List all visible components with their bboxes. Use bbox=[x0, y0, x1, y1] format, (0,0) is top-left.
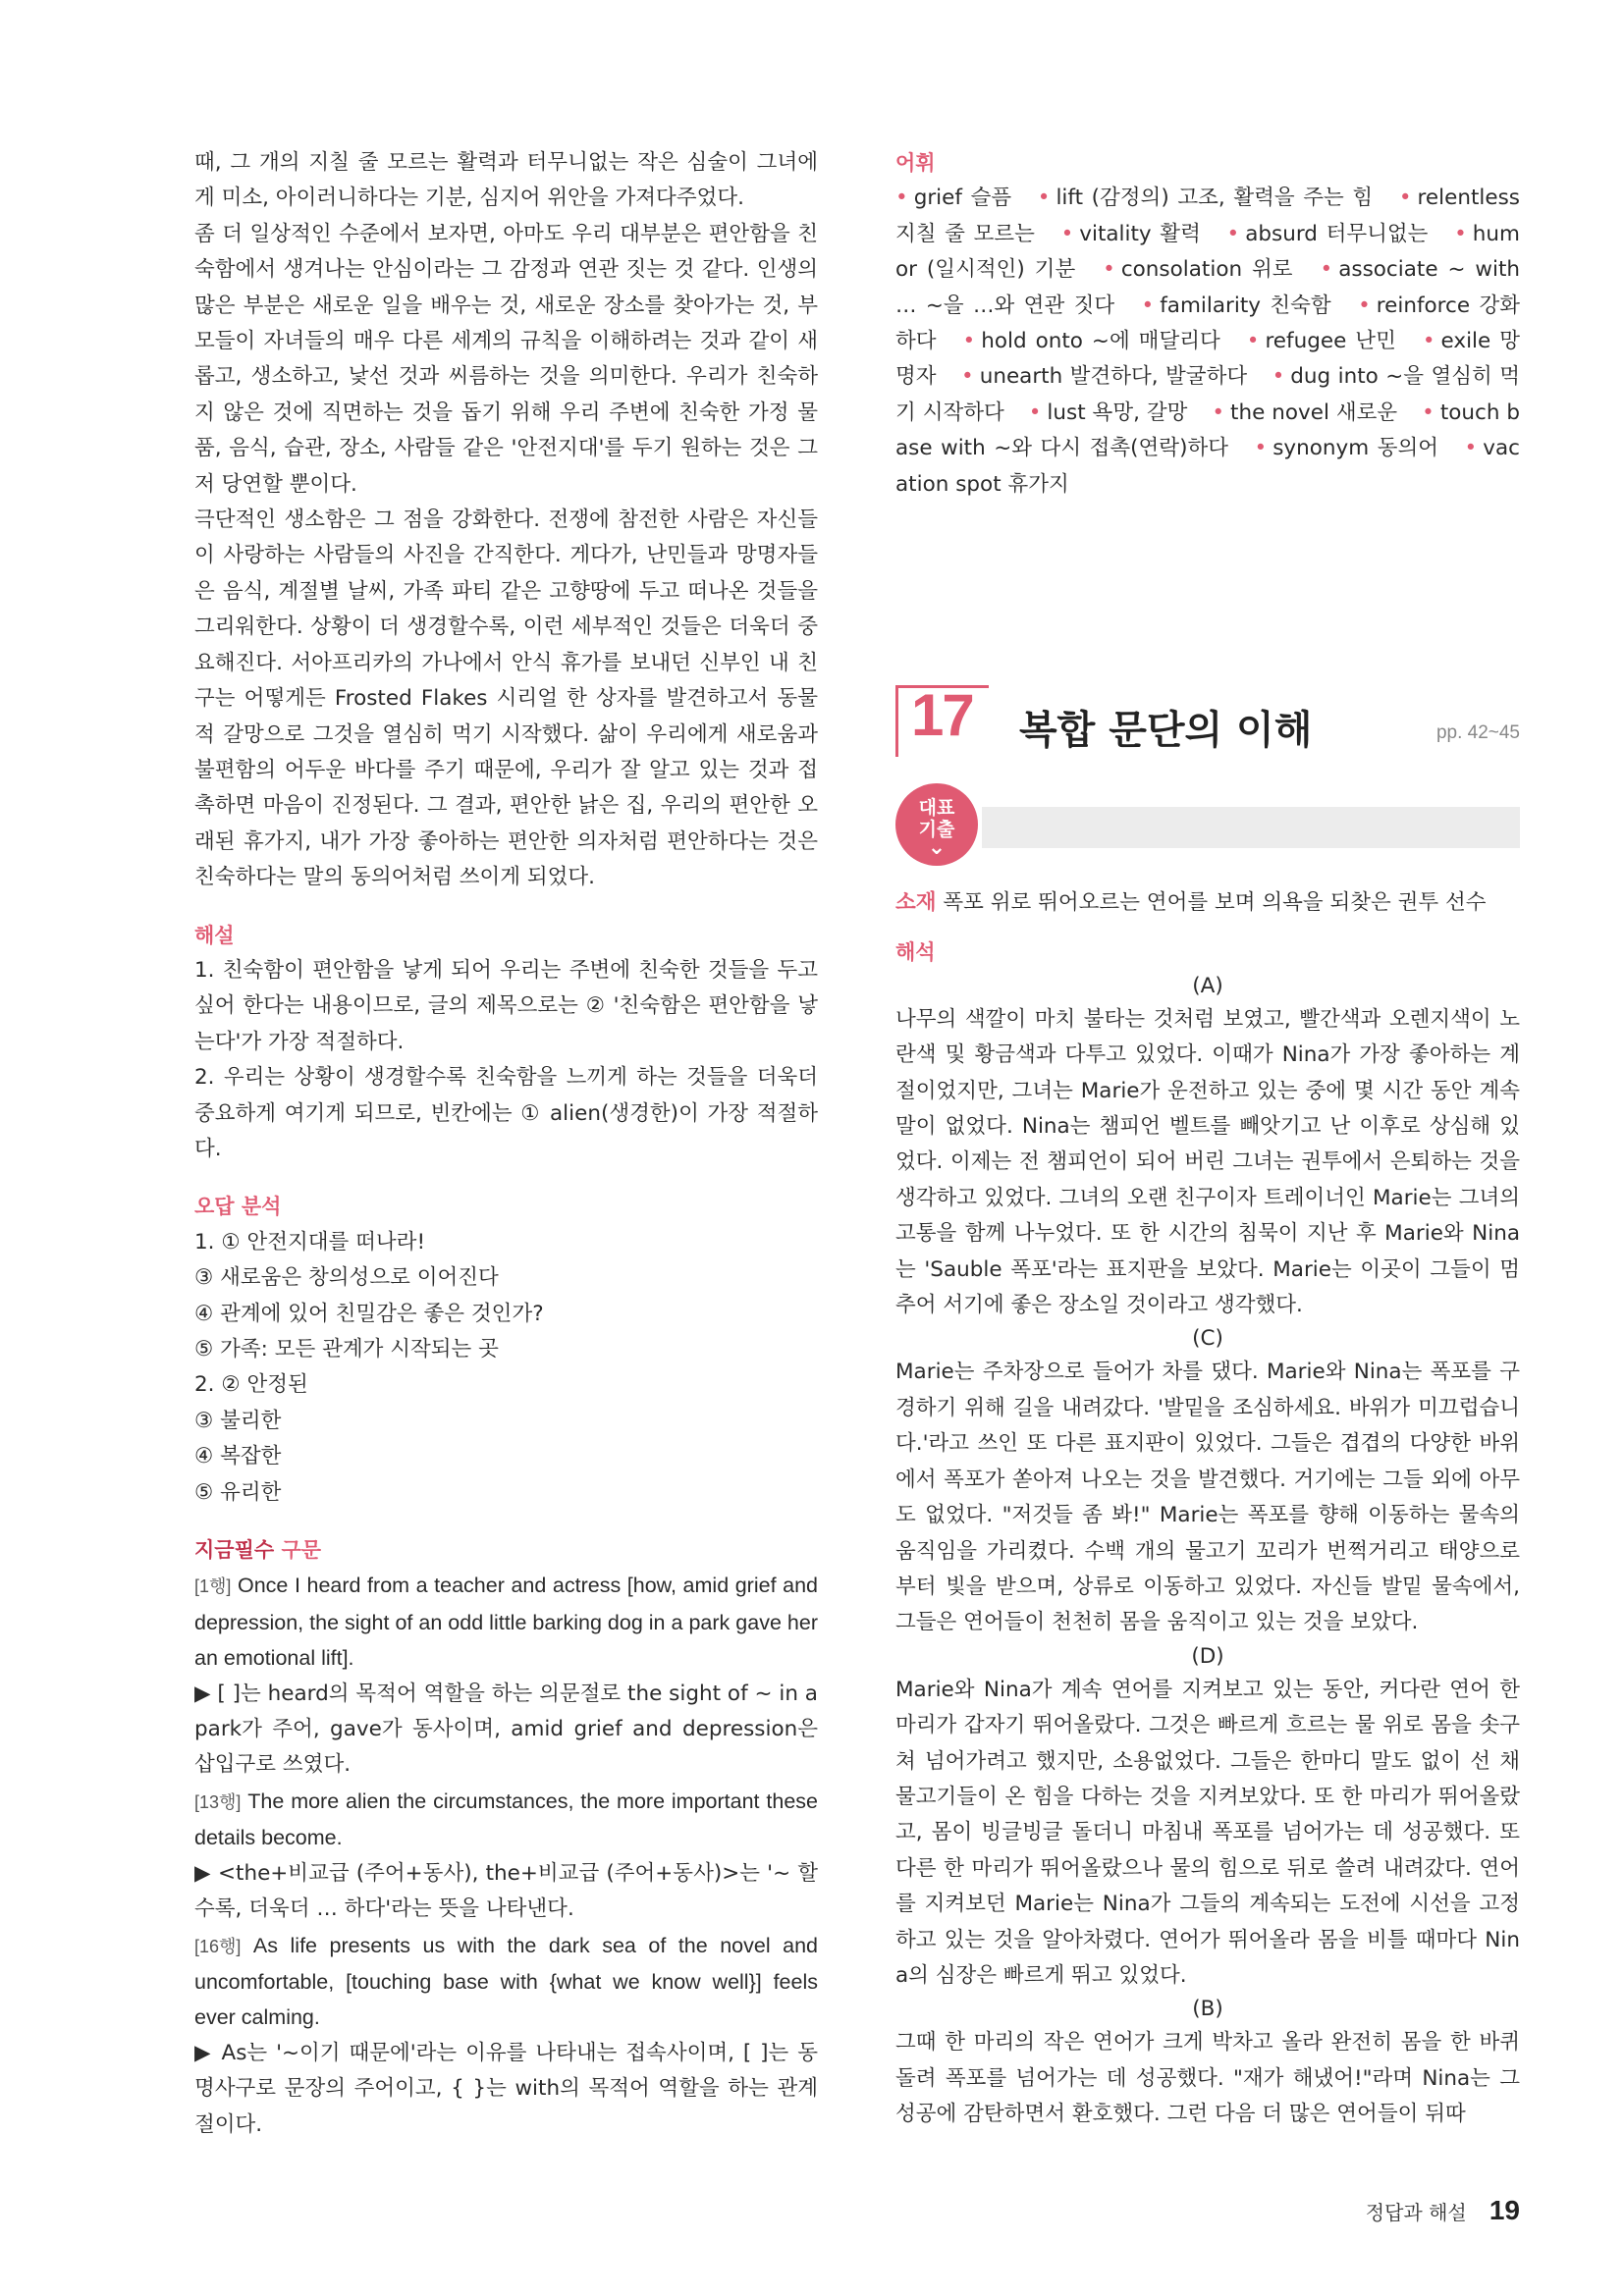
wrong-answer-item: ③ 불리한 bbox=[194, 1408, 282, 1433]
bullet-icon: • bbox=[1272, 364, 1285, 390]
passage-label: (A) bbox=[1192, 973, 1223, 998]
vocab-item-text: hold onto ~에 매달리다 bbox=[981, 329, 1220, 354]
vocab-item bbox=[1227, 222, 1429, 246]
wrong-answer-item: ④ 복잡한 bbox=[194, 1444, 282, 1469]
syntax-sentence-text: Once I heard from a teacher and actress [how, amid grief and depression, the sight of an odd little barking dog in a park gave her an emotional lift]. bbox=[194, 1574, 818, 1671]
translation-heading: 해석 bbox=[895, 940, 936, 965]
wrong-answer-item: 2. ② 안정된 bbox=[194, 1372, 308, 1398]
syntax-sentence-text: The more alien the circumstances, the more important these details become. bbox=[194, 1789, 818, 1850]
right-column bbox=[895, 885, 1520, 2133]
syntax-note-1: ▶ [ ]는 heard의 목적어 역할을 하는 의문절로 the sight of ~ in a park가 주어, gave가 동사이며, amid grief and depression은 삽입구로 쓰였다. bbox=[194, 1681, 818, 1778]
vocab-item-text: unearth 발견하다, 발굴하다 bbox=[979, 364, 1248, 390]
wrong-answer-item: 1. ① 안전지대를 떠나라! bbox=[194, 1229, 426, 1255]
vocab-item-text: lust 욕망, 갈망 bbox=[1047, 400, 1188, 425]
vocab-item bbox=[1103, 257, 1292, 282]
vocab-item-text: refugee 난민 bbox=[1265, 329, 1396, 354]
wrong-answer-item: ⑤ 유리한 bbox=[194, 1479, 282, 1505]
topic-text: 폭포 위로 뛰어오르는 연어를 보며 의욕을 되찾은 권투 선수 bbox=[936, 890, 1487, 915]
bullet-icon: • bbox=[1398, 186, 1412, 211]
bullet-icon: • bbox=[895, 186, 908, 211]
syntax-note-2: ▶ <the+비교급 (주어+동사), the+비교급 (주어+동사)>는 '~ 할수록, 더욱더 … 하다'라는 뜻을 나타낸다. bbox=[194, 1860, 818, 1922]
bullet-icon: • bbox=[1141, 293, 1155, 318]
syntax-sentence-1 bbox=[194, 1568, 818, 1676]
badge-line-1: 대표 bbox=[918, 797, 955, 819]
line-ref-tag: [13행] bbox=[194, 1791, 242, 1812]
intro-paragraph-2: 좀 더 일상적인 수준에서 보자면, 아마도 우리 대부분은 편안함을 친숙함에서 생겨나는 안심이라는 그 감정과 연관 짓는 것 같다. 인생의 많은 부분은 새로운 일을 배우는 것, 새로운 장소를 찾아가는 것, 부모들이 자녀들의 매우 다른 세계의 규칙을 이해하려는 것과 같이 새롭고, 생소하고, 낯선 것과 씨름하는 것을 의미한다. 우리가 친숙하지 않은 것에 직면하는 것을 돕기 위해 우리 주변에 친숙한 가정 물품, 음식, 습관, 장소, 사람들 같은 '안전지대'를 두기 원하는 것은 그저 당연할 뿐이다. bbox=[194, 221, 818, 497]
wrong-answer-item: ③ 새로움은 창의성으로 이어진다 bbox=[194, 1265, 499, 1291]
vocab-item-text: vacation spot 휴가지 bbox=[895, 436, 1520, 497]
passage-label: (C) bbox=[1192, 1326, 1223, 1352]
bullet-icon: • bbox=[1060, 221, 1074, 246]
bullet-icon: • bbox=[1246, 329, 1260, 354]
page-footer bbox=[1366, 2195, 1520, 2226]
vocab-item-text: the novel 새로운 bbox=[1230, 400, 1398, 425]
vocab-item bbox=[1212, 400, 1397, 425]
section-number: 17 bbox=[911, 682, 973, 748]
vocab-item-text: consolation 위로 bbox=[1120, 257, 1293, 283]
bullet-icon: • bbox=[1422, 329, 1435, 354]
passage-label: (D) bbox=[1191, 1643, 1224, 1669]
bullet-icon: • bbox=[1212, 400, 1225, 425]
left-column bbox=[194, 145, 818, 2143]
vocab-item bbox=[1247, 329, 1396, 353]
representative-badge bbox=[895, 783, 978, 866]
bullet-icon: • bbox=[1037, 186, 1051, 211]
bullet-icon: • bbox=[1422, 400, 1435, 425]
page-number: 19 bbox=[1489, 2195, 1520, 2225]
badge-line-2: 기출 bbox=[918, 819, 955, 840]
vocab-block bbox=[895, 145, 1520, 503]
vocab-item-text: grief 슬픔 bbox=[913, 186, 1012, 211]
vocab-list bbox=[895, 181, 1520, 503]
vocab-item-text: familarity 친숙함 bbox=[1160, 293, 1331, 318]
bullet-icon: • bbox=[1320, 257, 1333, 283]
syntax-sentence-3 bbox=[194, 1928, 818, 2036]
vocab-item-text: humor (일시적인) 기분 bbox=[895, 221, 1520, 283]
intro-paragraph-3: 극단적인 생소함은 그 점을 강화한다. 전쟁에 참전한 사람은 자신들이 사랑하는 사람들의 사진을 간직한다. 게다가, 난민들과 망명자들은 음식, 계절별 날씨, 가족 파티 같은 고향땅에 두고 떠나온 것들을 그리워한다. 상황이 더 생경할수록, 이런 세부적인 것들은 더욱더 중요해진다. 서아프리카의 가나에서 안식 휴가를 보내던 신부인 내 친구는 어떻게든 Frosted Flakes 시리얼 한 상자를 발견하고서 동물적 갈망으로 그것을 열심히 먹기 시작했다. 삶이 우리에게 새로움과 불편함의 어두운 바다를 주기 때문에, 우리가 잘 알고 있는 것과 접촉하면 마음이 진정된다. 그 결과, 편안한 낡은 집, 우리의 편안한 오래된 휴가지, 내가 가장 좋아하는 편안한 의자처럼 편안하다는 것은 친숙하다는 말의 동의어처럼 쓰이게 되었다. bbox=[194, 507, 818, 890]
vocab-item-text: touch base with ~와 다시 접촉(연락)하다 bbox=[895, 400, 1521, 461]
vocab-item-text: reinforce 강화하다 bbox=[895, 293, 1521, 354]
vocab-item bbox=[1029, 400, 1188, 425]
footer-label: 정답과 해설 bbox=[1365, 2200, 1467, 2224]
bullet-icon: • bbox=[961, 364, 974, 390]
syntax-heading bbox=[194, 1532, 818, 1568]
topic-label: 소재 bbox=[895, 890, 937, 915]
section-title: 복합 문단의 이해 bbox=[1019, 708, 1313, 753]
vocab-item bbox=[1038, 186, 1373, 210]
passage-text: Marie와 Nina가 계속 연어를 지켜보고 있는 동안, 커다란 연어 한 마리가 갑자기 뛰어올랐다. 그것은 빠르게 흐르는 물 위로 몸을 솟구쳐 넘어가려고 했지만, 소용없었다. 그들은 한마디 말도 없이 선 채 물고기들이 온 힘을 다하는 것을 지켜보았다. 또 한 마리가 뛰어올랐고, 몸이 빙글빙글 돌더니 마침내 폭포를 넘어가는 데 성공했다. 또 다른 한 마리가 뛰어올랐으나 물의 힘으로 뒤로 쓸려 내려갔다. 연어를 지켜보던 Marie는 Nina가 그들의 계속되는 도전에 시선을 고정하고 있는 것을 알아차렸다. 연어가 뛰어올라 몸을 비틀 때마다 Nina의 심장은 빠르게 뛰고 있었다. bbox=[895, 1677, 1520, 1988]
line-ref-tag: [16행] bbox=[194, 1936, 242, 1956]
passage-text: Marie는 주차장으로 들어가 차를 댔다. Marie와 Nina는 폭포를 구경하기 위해 길을 내려갔다. '발밑을 조심하세요. 바위가 미끄럽습니다.'라고 쓰인 또 다른 표지판이 있었다. 그들은 겹겹의 다양한 바위에서 폭포가 쏟아져 나오는 것을 발견했다. 거기에는 그들 외에 아무도 없었다. "저것들 좀 봐!" Marie는 폭포를 향해 이동하는 물속의 움직임을 가리켰다. 수백 개의 물고기 꼬리가 번쩍거리고 태양으로부터 빛을 받으며, 상류로 이동하고 있었다. 자신들 발밑 물속에서, 그들은 연어들이 천천히 몸을 움직이고 있는 것을 보았다. bbox=[895, 1360, 1520, 1635]
vocab-heading: 어휘 bbox=[895, 151, 936, 175]
badge-bar bbox=[982, 807, 1520, 848]
wrong-answer-heading: 오답 분석 bbox=[194, 1195, 282, 1219]
chevron-down-icon: ⌄ bbox=[927, 835, 947, 860]
syntax-note-3: ▶ As는 '~이기 때문에'라는 이유를 나타내는 접속사이며, [ ]는 동명사구로 문장의 주어이고, { }는 with의 목적어 역할을 하는 관계절이다. bbox=[194, 2040, 818, 2137]
section-page-range: pp. 42~45 bbox=[1435, 722, 1520, 743]
syntax-sentence-text: As life presents us with the dark sea of the novel and uncomfortable, [touching base with {what we know well}] feels ever calming. bbox=[194, 1933, 818, 2030]
bullet-icon: • bbox=[1103, 257, 1115, 283]
explanation-item-1: 1. 친숙함이 편안함을 낳게 되어 우리는 주변에 친숙한 것들을 두고 싶어 한다는 내용이므로, 글의 제목으로는 ② '친숙함은 편안함을 낳는다'가 가장 적절하다. bbox=[194, 957, 818, 1054]
bullet-icon: • bbox=[1254, 436, 1268, 461]
vocab-item-text: lift (감정의) 고조, 활력을 주는 힘 bbox=[1056, 186, 1374, 211]
vocab-item-text: vitality 활력 bbox=[1079, 221, 1201, 246]
vocab-item-text: associate ~ with … ~을 …와 연관 짓다 bbox=[895, 257, 1520, 318]
line-ref-tag: [1행] bbox=[194, 1576, 232, 1597]
vocab-item bbox=[895, 186, 1011, 210]
bullet-icon: • bbox=[962, 329, 976, 354]
syntax-sentence-2 bbox=[194, 1784, 818, 1856]
vocab-item bbox=[961, 364, 1247, 389]
bullet-icon: • bbox=[1454, 221, 1467, 246]
vocab-item-text: relentless 지칠 줄 모르는 bbox=[895, 186, 1520, 246]
vocab-item bbox=[1255, 436, 1439, 460]
bullet-icon: • bbox=[1358, 293, 1371, 318]
bullet-icon: • bbox=[1028, 400, 1042, 425]
wrong-answer-item: ⑤ 가족: 모든 관계가 시작되는 곳 bbox=[194, 1337, 499, 1362]
passage-text: 나무의 색깔이 마치 불타는 것처럼 보였고, 빨간색과 오렌지색이 노란색 및 황금색과 다투고 있었다. 이때가 Nina가 가장 좋아하는 계절이었지만, 그녀는 Marie가 운전하고 있는 중에 몇 시간 동안 계속 말이 없었다. Nina는 챔피언 벨트를 빼앗기고 난 이후로 상심해 있었다. 이제는 전 챔피언이 되어 버린 그녀는 권투에서 은퇴하는 것을 생각하고 있었다. 그녀의 오랜 친구이자 트레이너인 Marie는 그녀의 고통을 함께 나누었다. 또 한 시간의 침묵이 지난 후 Marie와 Nina는 'Sauble 폭포'라는 표지판을 보았다. Marie는 이곳이 그들이 멈추어 서기에 좋은 장소일 것이라고 생각했다. bbox=[895, 1006, 1520, 1318]
vocab-item bbox=[1142, 294, 1331, 318]
vocab-item bbox=[1061, 222, 1201, 246]
vocab-item-text: exile 망명자 bbox=[895, 329, 1521, 390]
section-header bbox=[895, 677, 1520, 762]
syntax-heading-sub: 구문 bbox=[274, 1538, 322, 1563]
topic-line bbox=[895, 885, 1520, 921]
intro-paragraph-1: 때, 그 개의 지칠 줄 모르는 활력과 터무니없는 작은 심술이 그녀에게 미소, 아이러니하다는 기분, 심지어 위안을 가져다주었다. bbox=[194, 150, 818, 211]
explanation-heading: 해설 bbox=[194, 923, 235, 947]
syntax-heading-main: 지금필수 bbox=[194, 1538, 275, 1563]
vocab-item-text: dug into ~을 열심히 먹기 시작하다 bbox=[895, 364, 1520, 425]
passage-text: 그때 한 마리의 작은 연어가 크게 박차고 올라 완전히 몸을 한 바퀴 돌려 폭포를 넘어가는 데 성공했다. "재가 해냈어!"라며 Nina는 그 성공에 감탄하면서 환호했다. 그런 다음 더 많은 연어들이 뒤따 bbox=[895, 2030, 1520, 2127]
bullet-icon: • bbox=[1226, 221, 1240, 246]
vocab-item-text: synonym 동의어 bbox=[1272, 436, 1439, 461]
vocab-item bbox=[963, 329, 1220, 353]
bullet-icon: • bbox=[1464, 436, 1478, 461]
explanation-item-2: 2. 우리는 상황이 생경할수록 친숙함을 느끼게 하는 것들을 더욱더 중요하게 여기게 되므로, 빈칸에는 ① alien(생경한)이 가장 적절하다. bbox=[194, 1065, 818, 1161]
passage-label: (B) bbox=[1192, 1997, 1223, 2022]
wrong-answer-item: ④ 관계에 있어 친밀감은 좋은 것인가? bbox=[194, 1301, 544, 1326]
vocab-item-text: absurd 터무니없는 bbox=[1245, 221, 1429, 246]
